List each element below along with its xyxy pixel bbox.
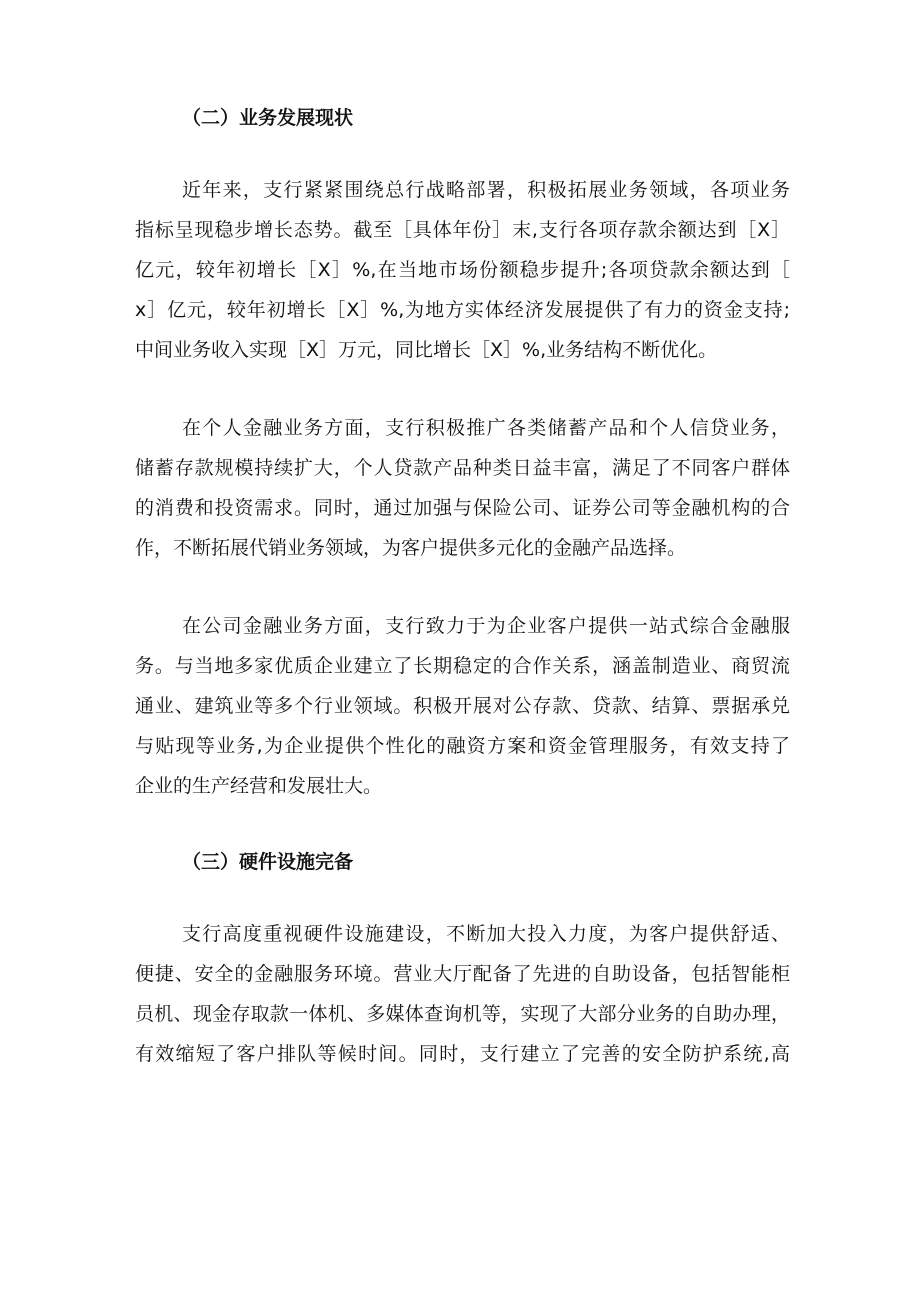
text-line: 企业的生产经营和发展壮大。 <box>135 775 383 797</box>
text-line: 作，不断拓展代销业务领域，为客户提供多元化的金融产品选择。 <box>135 537 687 559</box>
text-line: 与贴现等业务,为企业提供个性化的融资方案和资金管理服务，有效支持了 <box>135 735 790 757</box>
document-body <box>135 100 790 1074</box>
paragraph <box>135 606 790 806</box>
section-heading-business-status: （二）业务发展现状 <box>182 107 354 129</box>
text-line: 中间业务收入实现［X］万元，同比增长［X］%,业务结构不断优化。 <box>135 339 718 361</box>
text-line: 在公司金融业务方面，支行致力于为企业客户提供一站式综合金融服 <box>182 615 790 637</box>
text-line: x］亿元，较年初增长［X］%,为地方实体经济发展提供了有力的资金支持; <box>135 299 790 321</box>
text-line: 储蓄存款规模持续扩大，个人贷款产品种类日益丰富，满足了不同客户群体 <box>135 457 790 479</box>
text-line: 有效缩短了客户排队等候时间。同时，支行建立了完善的安全防护系统,高 <box>135 1043 790 1065</box>
text-line: 指标呈现稳步增长态势。截至［具体年份］末,支行各项存款余额达到［X］ <box>135 219 790 241</box>
text-line: 亿元，较年初增长［X］%,在当地市场份额稳步提升;各项贷款余额达到［ <box>135 259 790 281</box>
text-line: 近年来，支行紧紧围绕总行战略部署，积极拓展业务领域，各项业务 <box>182 179 790 201</box>
text-line: 务。与当地多家优质企业建立了长期稳定的合作关系，涵盖制造业、商贸流 <box>135 655 790 677</box>
section-heading-hardware-facilities: （三）硬件设施完备 <box>182 851 354 873</box>
paragraph <box>135 170 790 370</box>
text-line: 的消费和投资需求。同时，通过加强与保险公司、证券公司等金融机构的合 <box>135 497 790 519</box>
paragraph <box>135 914 790 1074</box>
text-line: 支行高度重视硬件设施建设，不断加大投入力度，为客户提供舒适、 <box>182 923 790 945</box>
text-line: 通业、建筑业等多个行业领域。积极开展对公存款、贷款、结算、票据承兑 <box>135 695 790 717</box>
text-line: 便捷、安全的金融服务环境。营业大厅配备了先进的自助设备，包括智能柜 <box>135 963 790 985</box>
text-line: 在个人金融业务方面，支行积极推广各类储蓄产品和个人信贷业务， <box>182 417 790 439</box>
text-line: 员机、现金存取款一体机、多媒体查询机等，实现了大部分业务的自助办理， <box>135 1003 790 1025</box>
paragraph <box>135 408 790 568</box>
